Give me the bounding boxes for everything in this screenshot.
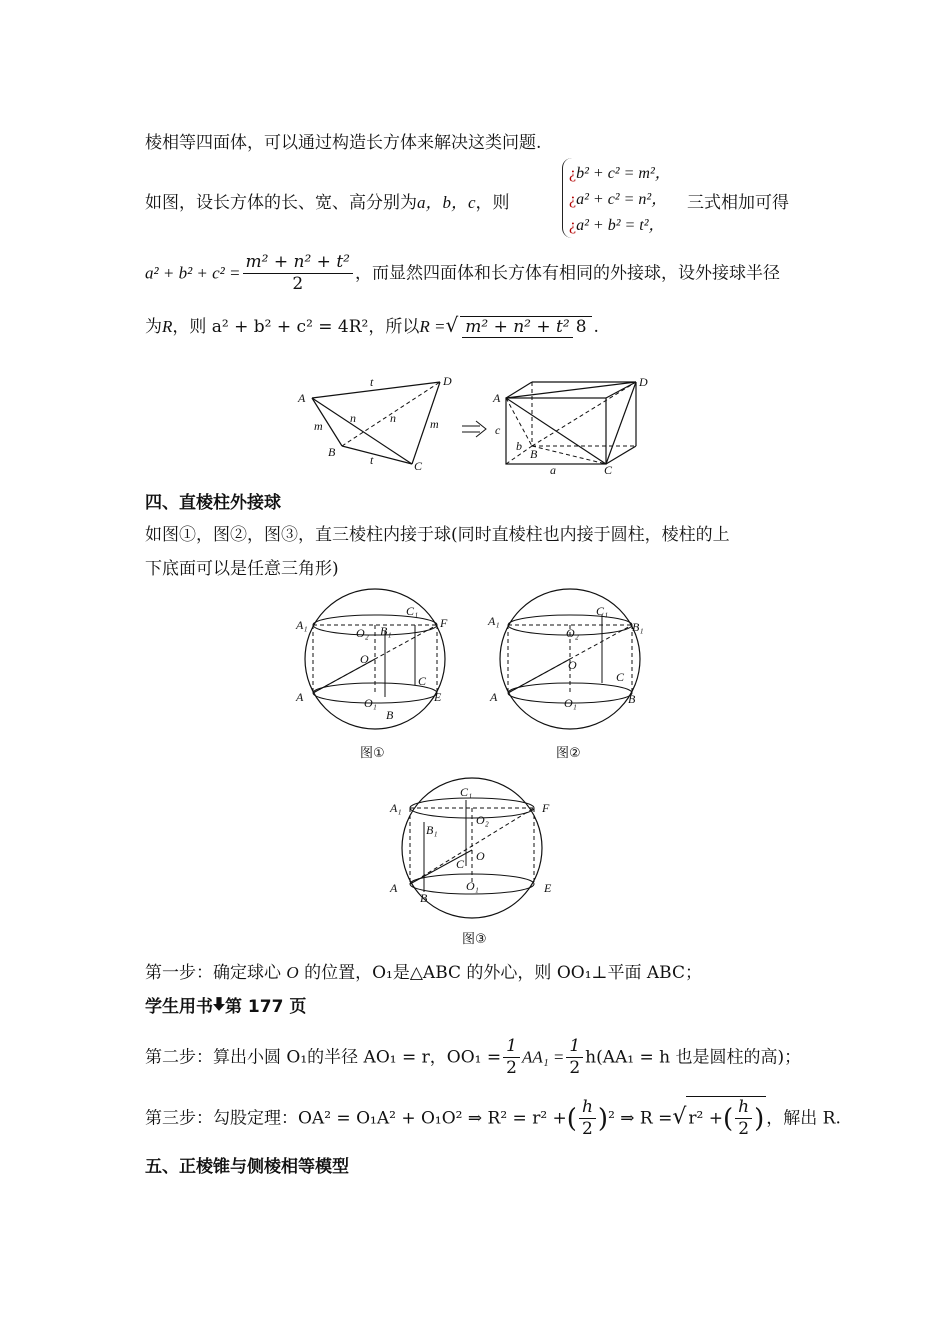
fig1-label-D: D [443,374,452,388]
svg-text:E: E [544,881,552,895]
fig1-label-n1: n [350,411,356,425]
fig1-label-B: B [328,445,336,459]
svg-text:C: C [456,857,465,871]
svg-text:F: F [440,616,448,630]
fig1-box-C: C [604,463,613,477]
fig1-box-a: a [550,463,556,477]
tetrahedron-box-figure [290,370,660,478]
caption-fig-1: 图① [360,746,385,761]
paragraph-line-2: 如图，设长方体的长、宽、高分别为a，b，c，则 [145,193,510,213]
svg-text:C₁: C₁ [460,785,473,799]
fig1-box-b: b [516,439,522,453]
sphere-figure-2 [482,585,657,735]
fig1-box-c: c [495,423,501,437]
section-heading-4: 四、直棱柱外接球 [145,493,281,513]
fraction: $\frac{\text{m² + n² + t²}}{2}$ [243,252,353,296]
svg-text:O: O [568,658,577,672]
system-line-3: a² + b² = t²， [576,217,665,234]
svg-text:E: E [434,690,442,704]
sphere-figure-1 [290,585,460,735]
svg-text:O: O [476,849,485,863]
fig1-label-t1: t [370,375,374,389]
svg-text:B: B [628,692,636,706]
svg-text:O: O [360,652,369,666]
svg-text:B: B [386,708,394,722]
fig1-box-A: A [493,391,501,405]
paragraph-line-6: 下底面可以是任意三角形) [145,559,339,579]
step-3: 第三步：勾股定理：OA² = O₁A² + O₁O² ⇒ R² = r² +( $\frac{h}{2}$ )² ⇒ R =√ r² +( $\frac{h}{2}$ ) ，解出 R. [145,1097,841,1140]
paragraph-line-2-tail: 三式相加可得 [687,193,789,213]
down-arrow-icon [213,996,225,1012]
book-reference: 学生用书 第 177 页 [145,997,307,1017]
svg-text:A₁: A₁ [390,801,402,815]
fig1-label-m2: m [430,417,439,431]
fig1-box-B: B [530,447,538,461]
paragraph-line-1: 棱相等四面体，可以通过构造长方体来解决这类问题. [145,133,542,153]
svg-text:O₂: O₂ [356,626,369,640]
caption-fig-2: 图② [556,746,581,761]
svg-text:O₂: O₂ [566,626,579,640]
paragraph-line-4: 为R，则 a² + b² + c² = 4R²，所以R =√ m² + n² + t² 8 . [145,313,599,338]
svg-text:A: A [490,690,498,704]
svg-text:B₁: B₁ [380,624,392,638]
caption-fig-3: 图③ [462,932,487,947]
paragraph-line-5: 如图①，图②，图③，直三棱柱内接于球(同时直棱柱也内接于圆柱，棱柱的上 [145,525,730,545]
fig1-label-C: C [414,459,423,473]
svg-text:O₁: O₁ [564,696,577,710]
svg-text:O₁: O₁ [364,696,377,710]
paragraph-line-3: a² + b² + c² = $\frac{\text{m² + n² + t²}}{2}$ ，而显然四面体和长方体有相同的外接球，设外接球半径 [145,252,780,295]
system-line-2: a² + c² = n²， [576,191,668,208]
sphere-figure-3 [384,770,564,922]
fig1-label-t2: t [370,453,374,467]
svg-text:A₁: A₁ [296,618,308,632]
svg-text:C₁: C₁ [596,604,609,618]
system-line-1: b² + c² = m²， [576,165,671,182]
svg-text:O₁: O₁ [466,879,479,893]
equation-system: ¿b² + c² = m²， ¿a² + c² = n²， ¿a² + b² = t²， [562,158,681,238]
fig1-label-A: A [298,391,306,405]
fig1-label-m1: m [314,419,323,433]
fig1-label-n2: n [390,411,396,425]
svg-text:F: F [542,801,550,815]
svg-text:B: B [420,891,428,905]
svg-text:A: A [296,690,304,704]
step-2: 第二步：算出小圆 O₁的半径 AO₁ = r，OO₁ = $\frac{1}{2}$ AA₁ = $\frac{1}{2}$ h(AA₁ = h 也是圆柱的高)； [145,1036,802,1079]
svg-text:B₁: B₁ [426,823,438,837]
svg-text:O₂: O₂ [476,813,489,827]
svg-text:B₁: B₁ [632,620,644,634]
svg-text:C: C [418,674,427,688]
svg-text:C: C [616,670,625,684]
svg-text:A: A [390,881,398,895]
fig1-box-D: D [639,375,648,389]
svg-text:C₁: C₁ [406,604,419,618]
section-heading-5: 五、正棱锥与侧棱相等模型 [145,1157,349,1177]
svg-text:A₁: A₁ [488,614,500,628]
sqrt-fraction: m² + n² + t² 8 [460,316,591,338]
step-1: 第一步：确定球心 O 的位置，O₁是△ABC 的外心，则 OO₁⊥平面 ABC； [145,963,702,983]
